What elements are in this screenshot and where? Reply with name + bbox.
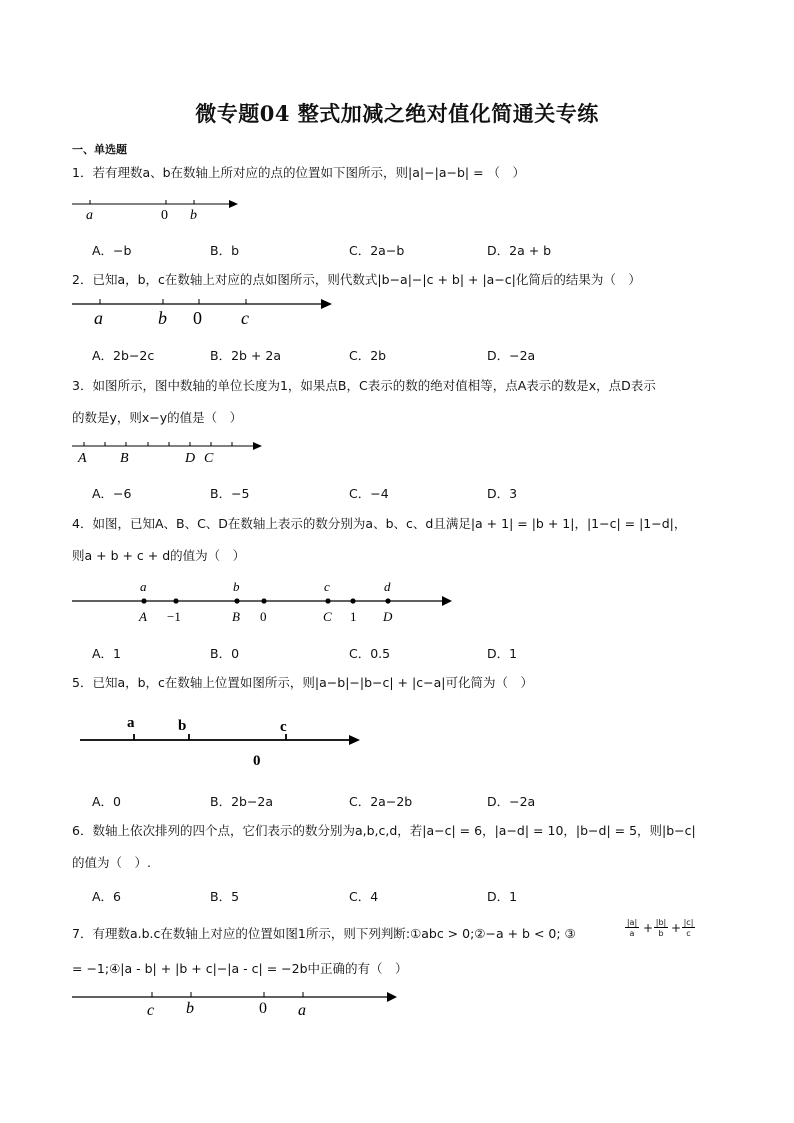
page-title: 微专题04 整式加减之绝对值化简通关专练	[195, 101, 599, 126]
q4-label-1: 1	[350, 609, 357, 624]
q5-option-a[interactable]: A．0	[92, 794, 122, 809]
q7-label-a: a	[298, 1002, 306, 1019]
q5-label-0: 0	[253, 753, 261, 769]
question-4-stem-line-1: 4．如图，已知A、B、C、D在数轴上表示的数分别为a、b、c、d且满足|a + 1| = |b + 1|，|1−c| = |1−d|，	[72, 516, 687, 531]
q7-plus-1: +	[643, 921, 654, 935]
question-6-stem-line-1: 6．数轴上依次排列的四个点，它们表示的数分别为a,b,c,d，若|a−c| = 6，|a−d| = 10，|b−d| = 5，则|b−c|	[72, 823, 696, 838]
q4-label-B: B	[232, 609, 240, 624]
q2-option-b[interactable]: B．2b + 2a	[210, 348, 281, 363]
question-7-stem-line-1: 7．有理数a.b.c在数轴上对应的位置如图1所示，则下列判断:①abc > 0;②−a + b < 0; ③	[72, 926, 576, 941]
q1-option-c[interactable]: C．2a−b	[349, 243, 405, 258]
q2-option-c[interactable]: C．2b	[349, 348, 387, 363]
q7-frac-c-den: c	[686, 929, 691, 938]
section-heading: 一、单选题	[72, 143, 127, 156]
q4-option-c[interactable]: C．0.5	[349, 646, 391, 661]
question-7-stem-line-2: = −1;④|a - b| + |b + c|−|a - c| = −2b中正确的有（ ）	[72, 961, 408, 976]
q6-option-c[interactable]: C．4	[349, 889, 379, 904]
q1-label-a: a	[86, 208, 93, 223]
q2-label-a: a	[94, 308, 103, 328]
q7-label-c: c	[147, 1002, 155, 1019]
q2-label-b: b	[158, 308, 167, 328]
q5-option-c[interactable]: C．2a−2b	[349, 794, 413, 809]
q4-label-0: 0	[260, 609, 267, 624]
q1-label-0: 0	[161, 208, 168, 223]
q7-frac-b-num: |b|	[655, 918, 667, 927]
q6-option-b[interactable]: B．5	[210, 889, 240, 904]
q7-frac-c-num: |c|	[683, 918, 694, 927]
q4-option-d[interactable]: D．1	[487, 646, 518, 661]
q2-label-0: 0	[193, 308, 202, 328]
q4-top-label-c: c	[324, 579, 330, 594]
q4-option-b[interactable]: B．0	[210, 646, 240, 661]
question-6-stem-line-2: 的值为（ ）.	[72, 855, 151, 870]
q3-label-B: B	[120, 451, 129, 466]
question-2-stem: 2．已知a，b，c在数轴上对应的点如图所示，则代数式|b−a|−|c + b| + |a−c|化简后的结果为（ ）	[72, 272, 641, 287]
q3-label-D: D	[185, 451, 196, 466]
q4-top-label-a: a	[140, 579, 147, 594]
q3-option-b[interactable]: B．−5	[210, 486, 250, 501]
q5-option-b[interactable]: B．2b−2a	[210, 794, 274, 809]
q2-option-a[interactable]: A．2b−2c	[92, 348, 155, 363]
q4-top-label-d: d	[384, 579, 391, 594]
question-4-stem-line-2: 则a + b + c + d的值为（ ）	[72, 548, 246, 563]
q7-label-0: 0	[259, 1000, 267, 1017]
question-1-stem: 1．若有理数a、b在数轴上所对应的点的位置如下图所示，则|a|−|a−b| = （ ）	[72, 165, 526, 180]
q4-top-label-b: b	[233, 579, 240, 594]
q1-label-b: b	[190, 208, 197, 223]
q7-frac-a-num: |a|	[626, 918, 638, 927]
q1-option-b[interactable]: B．b	[210, 243, 240, 258]
question-5-stem: 5．已知a，b，c在数轴上位置如图所示，则|a−b|−|b−c| + |c−a|可化简为（ ）	[72, 675, 533, 690]
q6-option-d[interactable]: D．1	[487, 889, 518, 904]
q4-option-a[interactable]: A．1	[92, 646, 122, 661]
q5-option-d[interactable]: D．−2a	[487, 794, 536, 809]
q2-label-c: c	[241, 308, 249, 328]
q5-label-b: b	[178, 718, 187, 734]
q7-frac-a-den: a	[629, 929, 635, 938]
q1-option-a[interactable]: A．−b	[92, 243, 132, 258]
question-3-stem-line-1: 3．如图所示，图中数轴的单位长度为1，如果点B，C表示的数的绝对值相等，点A表示的数是x，点D表示	[72, 378, 656, 393]
q7-label-b: b	[186, 1000, 194, 1017]
q5-label-a: a	[127, 715, 135, 731]
q1-option-d[interactable]: D．2a + b	[487, 243, 552, 258]
q4-label-A: A	[139, 609, 147, 624]
q4-label-D: D	[383, 609, 393, 624]
q3-label-C: C	[204, 451, 214, 466]
q7-plus-2: +	[671, 921, 682, 935]
q2-option-d[interactable]: D．−2a	[487, 348, 536, 363]
q7-frac-b-den: b	[658, 929, 664, 938]
q3-option-d[interactable]: D．3	[487, 486, 518, 501]
q3-option-a[interactable]: A．−6	[92, 486, 132, 501]
q4-label-C: C	[323, 609, 332, 624]
q3-option-c[interactable]: C．−4	[349, 486, 389, 501]
q6-option-a[interactable]: A．6	[92, 889, 122, 904]
q4-label-minus1: −1	[167, 609, 181, 624]
q5-label-c: c	[280, 719, 287, 735]
question-3-stem-line-2: 的数是y，则x−y的值是（ ）	[72, 410, 243, 425]
q3-label-A: A	[78, 451, 87, 466]
